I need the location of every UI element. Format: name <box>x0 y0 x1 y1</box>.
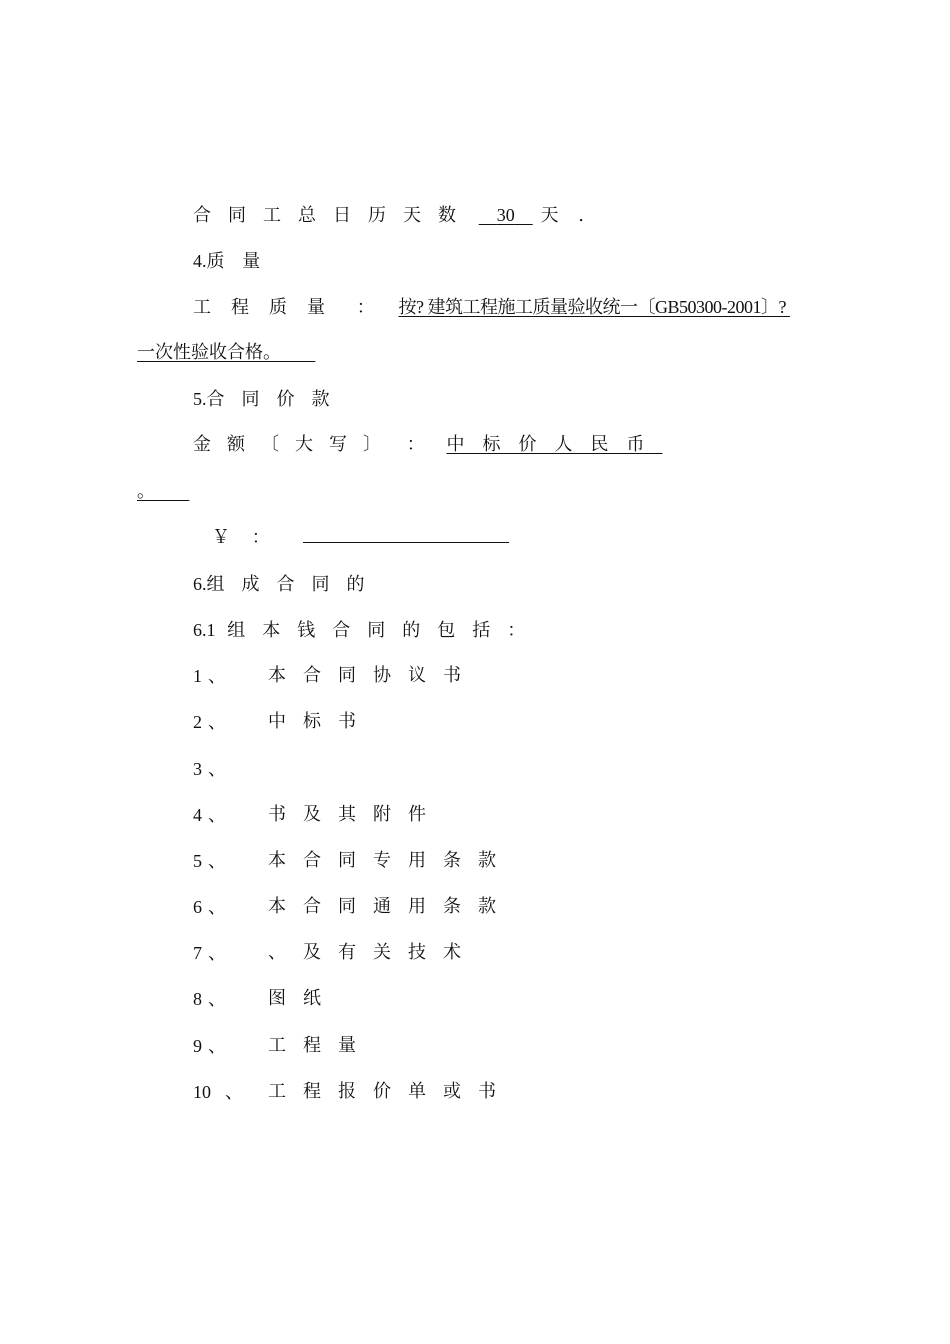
list-item: 6 、 本合同通用条款 <box>193 896 513 918</box>
amount-value: 中标价人民币 <box>446 434 663 455</box>
list-item: 4 、 书及其附件 <box>193 804 443 826</box>
list-item: 8 、 图纸 <box>193 988 338 1010</box>
quality-heading-number: 4. <box>193 251 207 271</box>
list-item: 2 、 中标书 <box>193 711 373 733</box>
quality-label: 工程质量 <box>193 297 345 318</box>
quality-colon: ： <box>356 297 375 318</box>
docs-subheading <box>193 618 542 643</box>
duration-line <box>193 203 584 228</box>
list-item: 1 、 本合同协议书 <box>193 665 478 687</box>
list-item: 10 、 工程报价单或书 <box>193 1081 513 1103</box>
quality-heading <box>193 249 266 274</box>
yen-line <box>212 526 509 550</box>
quality-value-2: 一次性验收合格。 <box>137 342 281 363</box>
duration-end: . <box>578 205 584 226</box>
list-item: 9 、 工程量 <box>193 1035 373 1057</box>
docs-sub-text: 组本钱合同的包括： <box>227 620 543 641</box>
docs-sub-number: 6.1 <box>193 620 216 640</box>
yen-colon: ： <box>251 527 270 548</box>
amount-colon: ： <box>406 434 425 455</box>
price-heading-number: 5. <box>193 389 207 409</box>
amount-label: 金额〔大写〕 <box>193 434 397 455</box>
docs-heading-number: 6. <box>193 574 207 594</box>
price-heading <box>193 387 347 412</box>
quality-line <box>193 295 824 320</box>
quality-line-2 <box>137 341 315 365</box>
duration-days: 30 <box>496 205 515 225</box>
docs-heading-text: 组成合同的 <box>206 574 382 595</box>
duration-unit: 天 <box>540 205 559 226</box>
price-heading-text: 合同价款 <box>206 389 347 410</box>
quality-heading-text: 质 量 <box>206 251 267 272</box>
list-item: 3 、 <box>193 759 226 780</box>
docs-heading <box>193 572 382 597</box>
amount-end: 。 <box>137 481 155 502</box>
amount-line <box>193 433 798 457</box>
yen-symbol: ￥ <box>212 527 230 548</box>
duration-label: 合同工总日历天数 <box>193 205 473 226</box>
yen-amount-blank <box>303 526 509 543</box>
quality-value-1: 按? 建筑工程施工质量验收统一〔GB50300-2001〕? <box>398 297 790 317</box>
amount-line-2 <box>137 480 189 504</box>
list-item: 7 、 、及有关技术 <box>193 942 478 964</box>
list-item: 5 、 本合同专用条款 <box>193 850 513 872</box>
